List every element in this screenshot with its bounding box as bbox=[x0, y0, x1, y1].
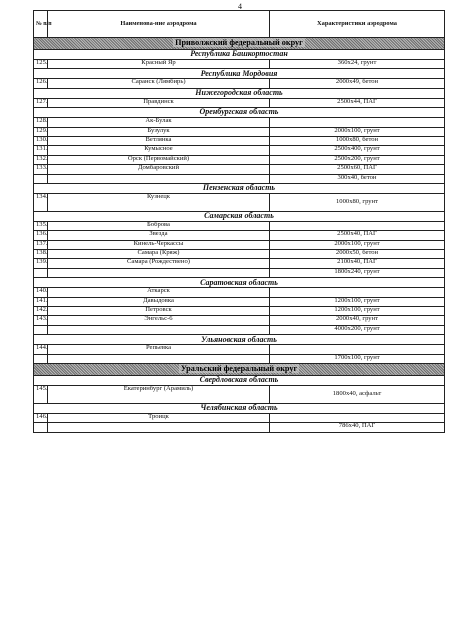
row-number: 140. bbox=[34, 288, 48, 297]
region-title: Саратовская область bbox=[200, 277, 278, 287]
region-title: Свердловская область bbox=[199, 375, 279, 385]
region-row bbox=[34, 278, 445, 288]
region-heading bbox=[34, 183, 445, 193]
table-row bbox=[34, 118, 445, 127]
region-row bbox=[34, 50, 445, 60]
table-row bbox=[34, 146, 445, 155]
table-row bbox=[34, 413, 445, 422]
aerodrome-name bbox=[48, 325, 270, 334]
aerodrome-name: Ветлянка bbox=[48, 136, 270, 145]
federal-district-heading bbox=[34, 38, 445, 50]
aerodrome-name: Кумысное bbox=[48, 146, 270, 155]
row-number: 129. bbox=[34, 127, 48, 136]
aerodrome-characteristics: 2500x40, ПАГ bbox=[270, 231, 445, 240]
region-heading bbox=[34, 50, 445, 60]
table-row bbox=[34, 127, 445, 136]
row-number: 138. bbox=[34, 250, 48, 259]
aerodrome-characteristics: 1000x80, грунт bbox=[270, 193, 445, 211]
row-number: 136. bbox=[34, 231, 48, 240]
table-row bbox=[34, 250, 445, 259]
region-heading bbox=[34, 108, 445, 118]
row-number: 144. bbox=[34, 345, 48, 354]
aerodrome-characteristics: 2500x200, грунт bbox=[270, 155, 445, 164]
page-number: 4 bbox=[238, 2, 242, 11]
aerodrome-name: Боброва bbox=[48, 221, 270, 230]
region-row bbox=[34, 335, 445, 345]
region-row bbox=[34, 403, 445, 413]
aerodrome-characteristics: 2000x49, бетон bbox=[270, 79, 445, 88]
row-number: 141. bbox=[34, 297, 48, 306]
table-row bbox=[34, 155, 445, 164]
region-heading bbox=[34, 375, 445, 385]
region-row bbox=[34, 69, 445, 79]
table-row bbox=[34, 288, 445, 297]
row-number: 133. bbox=[34, 165, 48, 174]
aerodrome-name: Красный Яр bbox=[48, 60, 270, 69]
federal-district-title: Уральский федеральный округ bbox=[180, 364, 298, 374]
row-number: 132. bbox=[34, 155, 48, 164]
header-num: № п/п bbox=[34, 11, 48, 38]
row-number: 130. bbox=[34, 136, 48, 145]
region-row bbox=[34, 108, 445, 118]
aerodrome-characteristics: 2000x40, грунт bbox=[270, 316, 445, 325]
federal-district-title: Приволжский федеральный округ bbox=[175, 38, 303, 48]
federal-district-row bbox=[34, 38, 445, 50]
aerodrome-name: Звезда bbox=[48, 231, 270, 240]
table-row bbox=[34, 79, 445, 88]
row-number: 126. bbox=[34, 79, 48, 88]
aerodrome-name: Самара (Рождествено) bbox=[48, 259, 270, 268]
aerodrome-characteristics: 300x40, бетон bbox=[270, 174, 445, 183]
table-row bbox=[34, 60, 445, 69]
aerodrome-name: Домбаровский bbox=[48, 165, 270, 174]
aerodrome-name bbox=[48, 174, 270, 183]
region-title: Оренбургская область bbox=[199, 107, 279, 117]
region-title: Республика Мордовия bbox=[200, 68, 278, 78]
federal-district-row bbox=[34, 363, 445, 375]
aerodrome-name: Кузнецк bbox=[48, 193, 270, 211]
table-row bbox=[34, 385, 445, 403]
region-title: Пензенская область bbox=[202, 183, 276, 193]
aerodrome-name bbox=[48, 268, 270, 277]
aerodrome-name: Давыдовка bbox=[48, 297, 270, 306]
row-number: 137. bbox=[34, 240, 48, 249]
aerodrome-characteristics: 2100x40, ПАГ bbox=[270, 259, 445, 268]
aerodrome-characteristics: 2500x400, грунт bbox=[270, 146, 445, 155]
aerodrome-characteristics: 2000x100, грунт bbox=[270, 127, 445, 136]
row-number: 127. bbox=[34, 98, 48, 107]
aerodrome-characteristics bbox=[270, 345, 445, 354]
region-heading bbox=[34, 335, 445, 345]
header-characteristics: Характеристики аэродрома bbox=[270, 11, 445, 38]
aerodrome-characteristics: 1800x40, асфальт bbox=[270, 385, 445, 403]
table-row bbox=[34, 268, 445, 277]
aerodrome-name: Правдинск bbox=[48, 98, 270, 107]
aerodrome-characteristics: 2000x50, бетон bbox=[270, 250, 445, 259]
table-row bbox=[34, 165, 445, 174]
table-row bbox=[34, 193, 445, 211]
row-number: 139. bbox=[34, 259, 48, 268]
row-number bbox=[34, 354, 48, 363]
aerodrome-characteristics: 2500x44, ПАГ bbox=[270, 98, 445, 107]
aerodrome-name bbox=[48, 423, 270, 432]
aerodrome-characteristics: 4000x200, грунт bbox=[270, 325, 445, 334]
federal-district-heading bbox=[34, 363, 445, 375]
aerodrome-characteristics: 2500x60, ПАГ bbox=[270, 165, 445, 174]
aerodrome-name: Самара (Кряж) bbox=[48, 250, 270, 259]
table-row bbox=[34, 136, 445, 145]
region-title: Нижегородская область bbox=[195, 88, 283, 98]
row-number: 146. bbox=[34, 413, 48, 422]
aerodrome-name: Орск (Первомайский) bbox=[48, 155, 270, 164]
row-number: 143. bbox=[34, 316, 48, 325]
aerodrome-characteristics: 1200x100, грунт bbox=[270, 297, 445, 306]
table-row bbox=[34, 354, 445, 363]
table-row bbox=[34, 240, 445, 249]
table-row bbox=[34, 231, 445, 240]
aerodrome-name: Бузулук bbox=[48, 127, 270, 136]
aerodrome-name: Саранск (Лямбирь) bbox=[48, 79, 270, 88]
aerodrome-name: Репьевка bbox=[48, 345, 270, 354]
aerodrome-characteristics: 786x40, ПАГ bbox=[270, 423, 445, 432]
aerodrome-name: Аткарск bbox=[48, 288, 270, 297]
header-name: Наименова-ние аэродрома bbox=[48, 11, 270, 38]
table-row bbox=[34, 221, 445, 230]
row-number: 142. bbox=[34, 307, 48, 316]
aerodrome-name: Ак-Булак bbox=[48, 118, 270, 127]
table-header-row bbox=[34, 11, 445, 38]
table-row bbox=[34, 423, 445, 432]
region-row bbox=[34, 88, 445, 98]
aerodrome-characteristics: 1700x100, грунт bbox=[270, 354, 445, 363]
region-row bbox=[34, 375, 445, 385]
row-number: 145. bbox=[34, 385, 48, 403]
row-number: 125. bbox=[34, 60, 48, 69]
region-heading bbox=[34, 211, 445, 221]
row-number: 135. bbox=[34, 221, 48, 230]
aerodrome-characteristics: 1000x80, бетон bbox=[270, 136, 445, 145]
table-row bbox=[34, 174, 445, 183]
region-heading bbox=[34, 278, 445, 288]
table-row bbox=[34, 259, 445, 268]
aerodrome-table bbox=[33, 10, 445, 433]
aerodrome-name: Энгельс-6 bbox=[48, 316, 270, 325]
row-number bbox=[34, 325, 48, 334]
aerodrome-name: Екатеринбург (Арамиль) bbox=[48, 385, 270, 403]
region-title: Республика Башкортостан bbox=[190, 49, 288, 59]
aerodrome-name: Кинель-Черкассы bbox=[48, 240, 270, 249]
row-number: 128. bbox=[34, 118, 48, 127]
region-title: Челябинская область bbox=[200, 403, 278, 413]
table-row bbox=[34, 316, 445, 325]
aerodrome-characteristics: 360x24, грунт bbox=[270, 60, 445, 69]
table-row bbox=[34, 345, 445, 354]
row-number bbox=[34, 268, 48, 277]
aerodrome-characteristics: 1800x240, грунт bbox=[270, 268, 445, 277]
row-number bbox=[34, 174, 48, 183]
region-title: Самарская область bbox=[204, 211, 274, 221]
table-row bbox=[34, 98, 445, 107]
row-number bbox=[34, 423, 48, 432]
aerodrome-characteristics: 2000x100, грунт bbox=[270, 240, 445, 249]
aerodrome-characteristics bbox=[270, 288, 445, 297]
aerodrome-name bbox=[48, 354, 270, 363]
aerodrome-name: Петровск bbox=[48, 307, 270, 316]
region-heading bbox=[34, 69, 445, 79]
aerodrome-characteristics bbox=[270, 118, 445, 127]
aerodrome-characteristics: 1200x100, грунт bbox=[270, 307, 445, 316]
region-row bbox=[34, 183, 445, 193]
row-number: 134. bbox=[34, 193, 48, 211]
table-row bbox=[34, 325, 445, 334]
row-number: 131. bbox=[34, 146, 48, 155]
region-title: Ульяновская область bbox=[201, 334, 277, 344]
table-row bbox=[34, 297, 445, 306]
region-heading bbox=[34, 88, 445, 98]
table-row bbox=[34, 307, 445, 316]
region-heading bbox=[34, 403, 445, 413]
aerodrome-name: Троицк bbox=[48, 413, 270, 422]
region-row bbox=[34, 211, 445, 221]
table-body bbox=[34, 38, 445, 433]
